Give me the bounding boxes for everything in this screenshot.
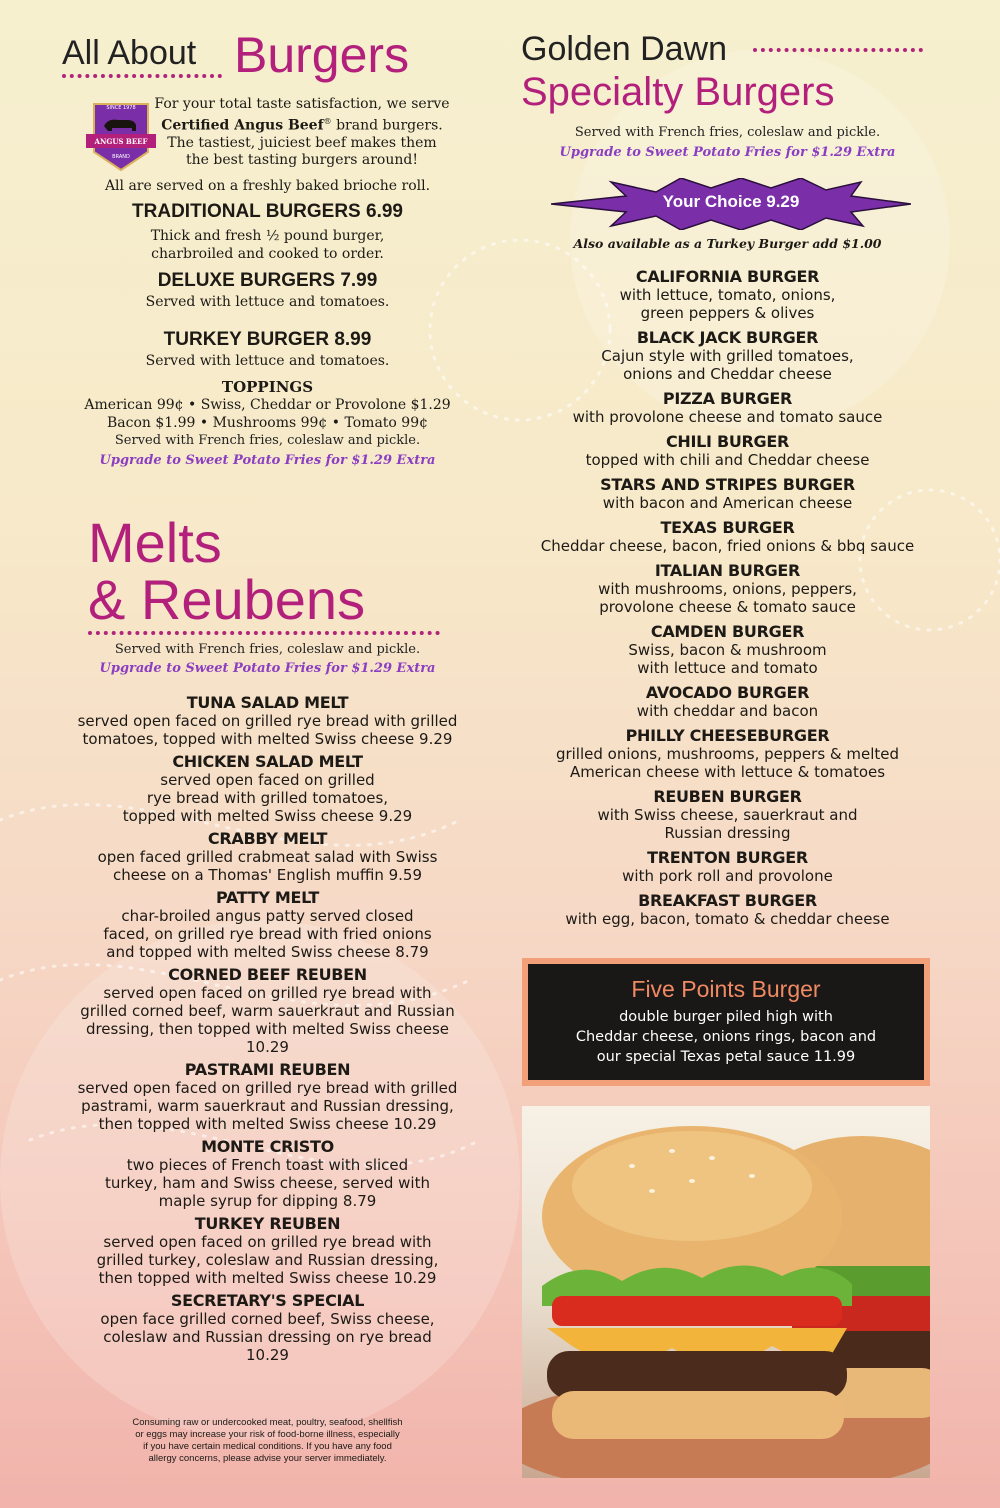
specialty-item-name: STARS AND STRIPES BURGER: [600, 475, 855, 494]
melt-item-name: CORNED BEEF REUBEN: [168, 965, 367, 984]
specialty-item-desc: grilled onions, mushrooms, peppers & melted American cheese with lettuce & tomatoes: [555, 745, 900, 781]
specialty-item-desc: with bacon and American cheese: [602, 494, 853, 512]
angus-intro: [152, 96, 452, 169]
melts-dot-line: [88, 631, 440, 635]
melt-item: [40, 694, 495, 748]
item-name: TURKEY BURGER 8.99: [163, 329, 372, 350]
item-desc: Thick and fresh ½ pound burger, charbroiled and cooked to order.: [150, 228, 385, 262]
specialty-item: [505, 390, 950, 426]
intro-line-2-suffix: brand burgers.: [336, 117, 443, 134]
specialty-item-name: CHILI BURGER: [665, 432, 790, 451]
specialty-item-name: BLACK JACK BURGER: [636, 328, 819, 347]
burger-item-turkey: [40, 329, 495, 370]
specialty-upgrade: Upgrade to Sweet Potato Fries for $1.29 Extra: [559, 145, 896, 160]
specialty-item-name: AVOCADO BURGER: [645, 683, 810, 702]
melt-item-desc: served open faced on grilled rye bread with grilled pastrami, warm sauerkraut and Russian dressing, then topped with melted Swiss cheese 10.29: [77, 1079, 458, 1133]
specialty-item: [505, 849, 950, 885]
melt-item: [40, 1061, 495, 1133]
specialty-item-name: CALIFORNIA BURGER: [635, 267, 820, 286]
specialty-item: [505, 476, 950, 512]
burger-photo: [522, 1106, 930, 1478]
toppings-line-2: Bacon $1.99 • Mushrooms 99¢ • Tomato 99¢: [106, 415, 429, 431]
melt-item-desc: open faced grilled crabmeat salad with Swiss cheese on a Thomas' English muffin 9.59: [97, 848, 438, 884]
item-name: TRADITIONAL BURGERS 6.99: [132, 201, 403, 222]
burgers-heading-large: Burgers: [234, 27, 410, 83]
five-points-title: Five Points Burger: [631, 976, 821, 1002]
item-name: DELUXE BURGERS 7.99: [157, 270, 378, 291]
specialty-item-desc: with provolone cheese and tomato sauce: [572, 408, 883, 426]
melts-subheader: [40, 642, 495, 676]
specialty-item: [505, 562, 950, 616]
melt-item-name: PATTY MELT: [215, 888, 320, 907]
melts-heading: [88, 511, 458, 635]
specialty-list: [505, 268, 950, 935]
melt-item: [40, 1138, 495, 1210]
melt-item-desc: open face grilled corned beef, Swiss cheese, coleslaw and Russian dressing on rye bread 10.29: [100, 1310, 435, 1364]
specialty-item: [505, 433, 950, 469]
burger-illustration: [522, 1106, 930, 1478]
specialty-item-name: PIZZA BURGER: [662, 389, 793, 408]
melts-heading-line-1: Melts: [88, 511, 222, 574]
five-points-inner: [528, 964, 924, 1080]
specialty-item-desc: with cheddar and bacon: [636, 702, 819, 720]
specialty-item-name: REUBEN BURGER: [653, 787, 802, 806]
toppings-line-1: American 99¢ • Swiss, Cheddar or Provolone $1.29: [84, 397, 451, 413]
specialty-item: [505, 329, 950, 383]
melt-item-name: TURKEY REUBEN: [194, 1214, 341, 1233]
melt-item-name: CRABBY MELT: [207, 829, 328, 848]
specialty-item-desc: with egg, bacon, tomato & cheddar cheese: [565, 910, 890, 928]
melt-item: [40, 1215, 495, 1287]
turkey-note: Also available as a Turkey Burger add $1.00: [573, 236, 882, 251]
specialty-dot-line: [753, 48, 923, 52]
badge-text-since: SINCE 1978: [106, 105, 136, 111]
specialty-item-name: CAMDEN BURGER: [650, 622, 805, 641]
specialty-item-name: BREAKFAST BURGER: [638, 891, 817, 910]
burgers-heading-small: All About: [62, 34, 197, 72]
intro-line-4: the best tasting burgers around!: [186, 151, 418, 168]
badge-text-brand: BRAND: [112, 154, 130, 160]
toppings-block: [40, 378, 495, 470]
five-points-desc: double burger piled high with Cheddar cheese, onions rings, bacon and our special Texas petal sauce 11.99: [575, 1009, 877, 1065]
intro-line-2: Certified Angus Beef® brand burgers.: [161, 117, 443, 134]
your-choice-burst: [551, 178, 911, 230]
roll-note: All are served on a freshly baked brioche roll.: [104, 178, 431, 194]
melt-item: [40, 753, 495, 825]
food-safety-disclaimer: Consuming raw or undercooked meat, poultry, seafood, shellfish or eggs may increase your risk of food-borne illness, especially if you have certain medical conditions. If you have any food allergy concerns, please advise your server immediately.: [132, 1417, 403, 1464]
melt-item-desc: two pieces of French toast with sliced turkey, ham and Swiss cheese, served with maple syrup for dipping 8.79: [105, 1156, 430, 1210]
specialty-item-desc: Cajun style with grilled tomatoes, onions and Cheddar cheese: [601, 347, 854, 383]
melts-list: [40, 694, 495, 1369]
specialty-item-desc: with pork roll and provolone: [622, 867, 833, 885]
specialty-item: [505, 623, 950, 677]
burgers-heading: [62, 26, 502, 86]
specialty-item: [505, 892, 950, 928]
specialty-heading-small: Golden Dawn: [521, 30, 728, 68]
specialty-item-name: TRENTON BURGER: [647, 848, 808, 867]
intro-line-3: The tastiest, juiciest beef makes them: [167, 134, 437, 151]
burgers-upgrade: Upgrade to Sweet Potato Fries for $1.29 Extra: [99, 453, 436, 468]
specialty-item-desc: topped with chili and Cheddar cheese: [585, 451, 870, 469]
burger-item-traditional: [40, 201, 495, 263]
specialty-item: [505, 519, 950, 555]
melt-item-desc: served open faced on grilled rye bread with grilled tomatoes, topped with melted Swiss cheese 9.29: [122, 771, 413, 825]
specialty-item-desc: with lettuce, tomato, onions, green peppers & olives: [619, 286, 836, 322]
specialty-item: [505, 268, 950, 322]
heading-dot-line: [62, 74, 222, 78]
specialty-served: Served with French fries, coleslaw and pickle.: [574, 125, 881, 140]
specialty-item-name: ITALIAN BURGER: [654, 561, 801, 580]
melt-item-desc: served open faced on grilled rye bread with grilled corned beef, warm sauerkraut and Russian dressing, then topped with melted Swiss cheese 10.29: [80, 984, 455, 1056]
specialty-item-name: TEXAS BURGER: [660, 518, 795, 537]
your-choice-price: Your Choice 9.29: [662, 192, 800, 211]
melt-item-desc: served open faced on grilled rye bread with grilled tomatoes, topped with melted Swiss cheese 9.29: [77, 712, 458, 748]
specialty-subheader: [515, 125, 940, 160]
five-points-box: [522, 958, 930, 1086]
melt-item-name: PASTRAMI REUBEN: [184, 1060, 351, 1079]
melt-item-desc: served open faced on grilled rye bread with grilled turkey, coleslaw and Russian dressing, then topped with melted Swiss cheese 10.29: [96, 1233, 439, 1287]
intro-bold: Certified Angus Beef: [161, 117, 324, 134]
item-desc: Served with lettuce and tomatoes.: [145, 353, 390, 369]
intro-line-1: For your total taste satisfaction, we serve: [154, 96, 450, 112]
melt-item-name: TUNA SALAD MELT: [186, 693, 349, 712]
melts-heading-line-2: & Reubens: [88, 568, 366, 631]
specialty-item: [505, 788, 950, 842]
specialty-item: [505, 684, 950, 720]
melt-item: [40, 830, 495, 884]
melt-item: [40, 1292, 495, 1364]
melt-item: [40, 966, 495, 1056]
melts-upgrade: Upgrade to Sweet Potato Fries for $1.29 Extra: [99, 661, 436, 676]
melt-item-name: MONTE CRISTO: [201, 1137, 334, 1156]
burgers-served: Served with French fries, coleslaw and pickle.: [114, 433, 421, 448]
melts-served: Served with French fries, coleslaw and pickle.: [114, 642, 421, 657]
specialty-heading-large: Specialty Burgers: [521, 70, 835, 114]
specialty-item-desc: with Swiss cheese, sauerkraut and Russian dressing: [597, 806, 858, 842]
burger-item-deluxe: [40, 270, 495, 311]
melt-item: [40, 889, 495, 961]
melt-item-desc: char-broiled angus patty served closed faced, on grilled rye bread with fried onions and topped with melted Swiss cheese 8.79: [103, 907, 432, 961]
toppings-title: TOPPINGS: [221, 378, 314, 396]
item-desc: Served with lettuce and tomatoes.: [145, 294, 390, 310]
badge-text-angus: ANGUS BEEF: [94, 137, 148, 146]
specialty-item: [505, 727, 950, 781]
specialty-item-desc: with mushrooms, onions, peppers, provolone cheese & tomato sauce: [598, 580, 857, 616]
melt-item-name: CHICKEN SALAD MELT: [172, 752, 363, 771]
specialty-item-desc: Cheddar cheese, bacon, fried onions & bbq sauce: [540, 537, 915, 555]
specialty-item-name: PHILLY CHEESEBURGER: [625, 726, 830, 745]
melt-item-name: SECRETARY'S SPECIAL: [170, 1291, 365, 1310]
specialty-item-desc: Swiss, bacon & mushroom with lettuce and tomato: [628, 641, 827, 677]
angus-beef-badge: [86, 100, 156, 172]
